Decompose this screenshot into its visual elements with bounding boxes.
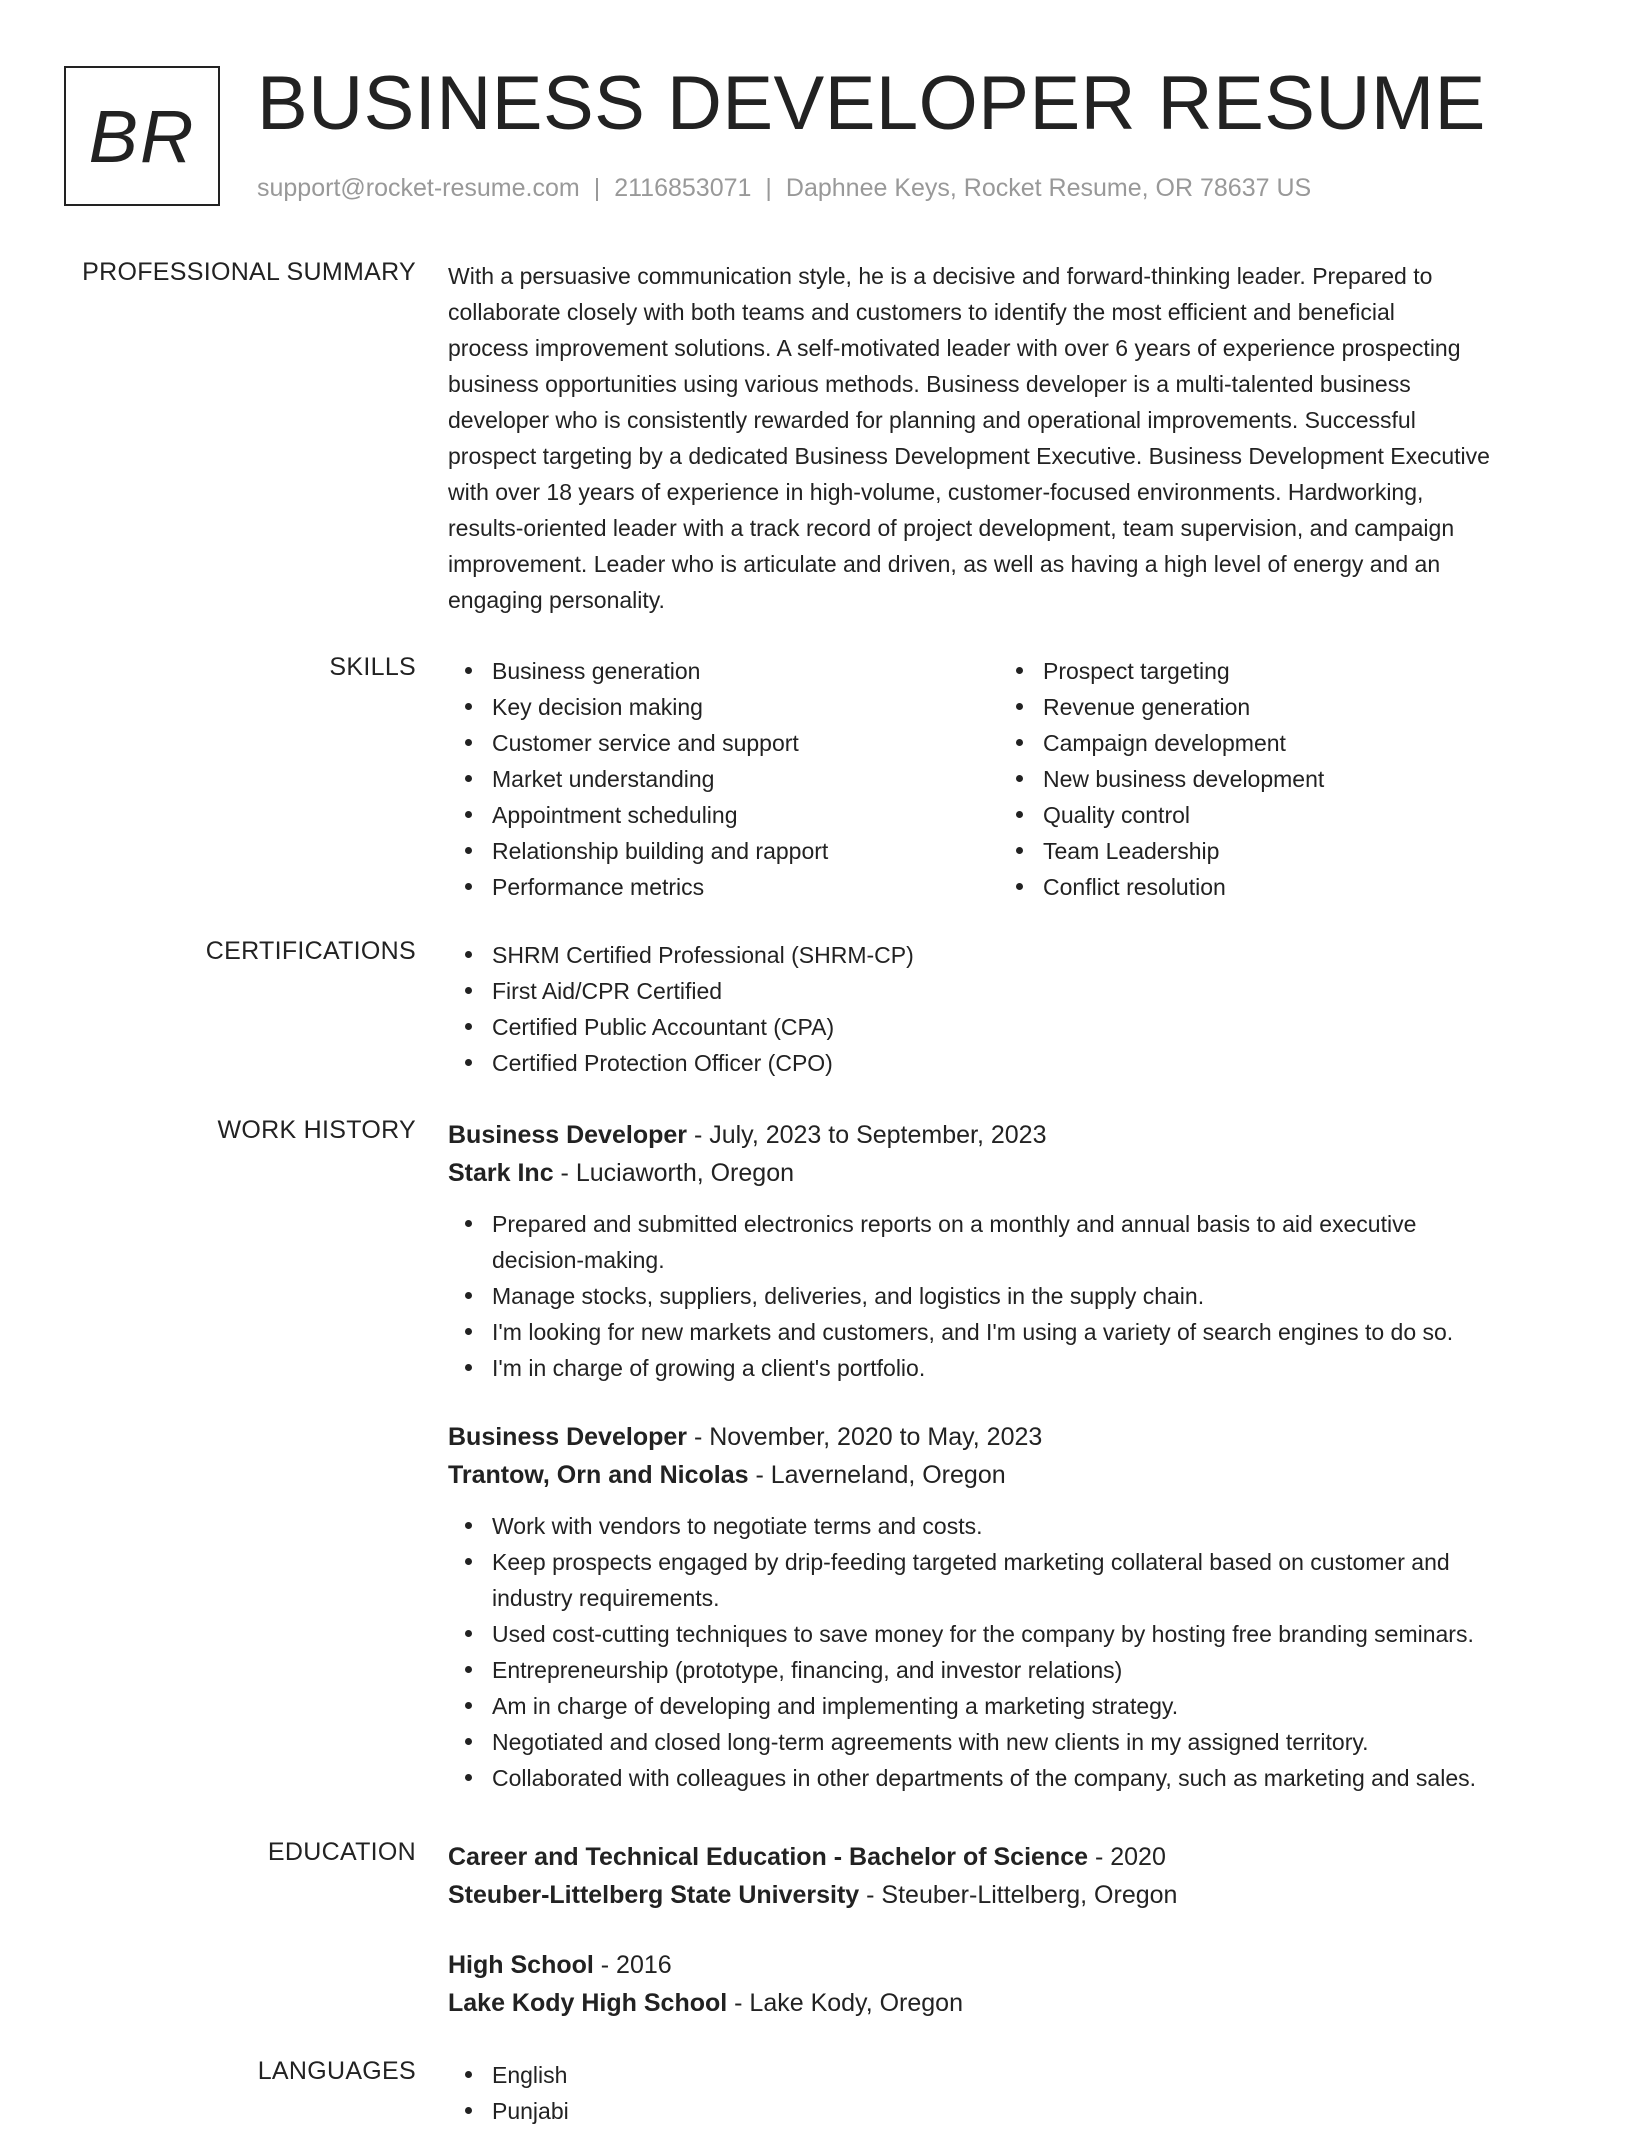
list-item: Quality control xyxy=(999,797,1519,833)
summary-line: developer who is consistently rewarded for planning and operational improvements. Successful xyxy=(448,407,1416,433)
summary-line: with over 18 years of experience in high-volume, customer-focused environments. Hardworking, xyxy=(448,479,1424,505)
list-item: Performance metrics xyxy=(448,869,968,905)
section-label: CERTIFICATIONS xyxy=(205,937,416,965)
list-item: Team Leadership xyxy=(999,833,1519,869)
job-entry xyxy=(448,1116,1568,1386)
contact-separator: | xyxy=(593,174,601,202)
list-item: Used cost-cutting techniques to save money for the company by hosting free branding seminars. xyxy=(448,1616,1568,1652)
list-item: First Aid/CPR Certified xyxy=(448,973,1568,1009)
school-name: Lake Kody High School xyxy=(448,1989,728,2017)
job-dates: - July, 2023 to September, 2023 xyxy=(687,1121,1047,1149)
summary-text xyxy=(448,258,1568,618)
summary-line: collaborate closely with both teams and customers to identify the most efficient and beneficial xyxy=(448,299,1395,325)
list-item: Business generation xyxy=(448,653,968,689)
company-line xyxy=(448,1154,1568,1192)
contact-line xyxy=(257,174,1311,203)
list-item: Campaign development xyxy=(999,725,1519,761)
degree-line xyxy=(448,1838,1568,1876)
summary-line: improvement. Leader who is articulate and driven, as well as having a high level of energy and an xyxy=(448,551,1441,577)
email-text: support@rocket-resume.com xyxy=(257,174,580,202)
school-name: Steuber-Littelberg State University xyxy=(448,1881,860,1909)
company-location: - Luciaworth, Oregon xyxy=(553,1159,795,1187)
company-location: - Laverneland, Oregon xyxy=(748,1461,1006,1489)
summary-line: business opportunities using various methods. Business developer is a multi-talented business xyxy=(448,371,1411,397)
bullet-text: Prepared and submitted electronics reports on a monthly and annual basis to aid executive xyxy=(492,1211,1417,1237)
degree-name: Career and Technical Education - Bachelor of Science xyxy=(448,1843,1089,1871)
section-label: PROFESSIONAL SUMMARY xyxy=(82,258,416,286)
list-item: Appointment scheduling xyxy=(448,797,968,833)
work-history-body xyxy=(448,1116,1568,1796)
summary-line: process improvement solutions. A self-motivated leader with over 6 years of experience prospecting xyxy=(448,335,1461,361)
job-bullets xyxy=(448,1508,1568,1796)
list-item: Relationship building and rapport xyxy=(448,833,968,869)
list-item: Collaborated with colleagues in other departments of the company, such as marketing and sales. xyxy=(448,1760,1568,1796)
job-dates: - November, 2020 to May, 2023 xyxy=(687,1423,1043,1451)
list-item: Punjabi xyxy=(448,2093,1568,2129)
list-item: Certified Protection Officer (CPO) xyxy=(448,1045,1568,1081)
degree-year: - 2020 xyxy=(1088,1843,1166,1871)
list-item: Conflict resolution xyxy=(999,869,1519,905)
section-label: EDUCATION xyxy=(267,1838,416,1866)
job-title: Business Developer xyxy=(448,1121,687,1149)
list-item: Certified Public Accountant (CPA) xyxy=(448,1009,1568,1045)
list-item: Key decision making xyxy=(448,689,968,725)
skills-list xyxy=(448,653,1568,913)
phone-text: 2116853071 xyxy=(614,174,752,202)
bullet-text-continued: industry requirements. xyxy=(492,1585,720,1611)
list-item: I'm looking for new markets and customers, and I'm using a variety of search engines to do so. xyxy=(448,1314,1568,1350)
company-line xyxy=(448,1456,1568,1494)
skills-column-right xyxy=(999,653,1519,905)
school-location: - Lake Kody, Oregon xyxy=(727,1989,963,2017)
languages-list xyxy=(448,2057,1568,2129)
page-title: BUSINESS DEVELOPER RESUME xyxy=(257,61,1486,146)
list-item: Am in charge of developing and implementing a marketing strategy. xyxy=(448,1688,1568,1724)
list-item: Market understanding xyxy=(448,761,968,797)
languages-bullets xyxy=(448,2057,1568,2129)
summary-line: prospect targeting by a dedicated Business Development Executive. Business Development Executive xyxy=(448,443,1490,469)
list-item: Prospect targeting xyxy=(999,653,1519,689)
address-text: Daphnee Keys, Rocket Resume, OR 78637 US xyxy=(785,174,1312,202)
list-item: I'm in charge of growing a client's portfolio. xyxy=(448,1350,1568,1386)
bullet-text-continued: decision-making. xyxy=(492,1247,665,1273)
education-entry xyxy=(448,1838,1568,1914)
resume-header xyxy=(64,61,1568,212)
school-line xyxy=(448,1876,1568,1914)
list-item: Entrepreneurship (prototype, financing, and investor relations) xyxy=(448,1652,1568,1688)
list-item: Revenue generation xyxy=(999,689,1519,725)
bullet-text: Keep prospects engaged by drip-feeding targeted marketing collateral based on customer and xyxy=(492,1549,1450,1575)
job-entry xyxy=(448,1418,1568,1796)
education-body xyxy=(448,1838,1568,2022)
list-item: Work with vendors to negotiate terms and costs. xyxy=(448,1508,1568,1544)
company-name: Stark Inc xyxy=(448,1159,554,1187)
job-title-line xyxy=(448,1418,1568,1456)
list-item: English xyxy=(448,2057,1568,2093)
section-label: WORK HISTORY xyxy=(217,1116,416,1144)
certifications-list xyxy=(448,937,1568,1081)
list-item: New business development xyxy=(999,761,1519,797)
skills-column-left xyxy=(448,653,968,905)
summary-line: With a persuasive communication style, he is a decisive and forward-thinking leader. Prepared to xyxy=(448,263,1433,289)
contact-separator: | xyxy=(765,174,772,202)
summary-line: results-oriented leader with a track record of project development, team supervision, and campaign xyxy=(448,515,1455,541)
list-item xyxy=(448,1206,1568,1278)
school-location: - Steuber-Littelberg, Oregon xyxy=(859,1881,1178,1909)
section-label: SKILLS xyxy=(329,653,416,681)
summary-line: engaging personality. xyxy=(448,587,665,613)
list-item: Customer service and support xyxy=(448,725,968,761)
section-label: LANGUAGES xyxy=(257,2057,416,2085)
job-title-line xyxy=(448,1116,1568,1154)
school-line xyxy=(448,1984,1568,2022)
degree-year: - 2016 xyxy=(593,1951,672,1979)
monogram-logo: BR xyxy=(64,66,220,206)
degree-line xyxy=(448,1946,1568,1984)
job-title: Business Developer xyxy=(448,1423,687,1451)
degree-name: High School xyxy=(448,1951,594,1979)
education-entry xyxy=(448,1946,1568,2022)
list-item: SHRM Certified Professional (SHRM-CP) xyxy=(448,937,1568,973)
list-item: Manage stocks, suppliers, deliveries, and logistics in the supply chain. xyxy=(448,1278,1568,1314)
job-bullets xyxy=(448,1206,1568,1386)
certifications-bullets xyxy=(448,937,1568,1081)
list-item: Negotiated and closed long-term agreements with new clients in my assigned territory. xyxy=(448,1724,1568,1760)
company-name: Trantow, Orn and Nicolas xyxy=(448,1461,749,1489)
list-item xyxy=(448,1544,1568,1616)
